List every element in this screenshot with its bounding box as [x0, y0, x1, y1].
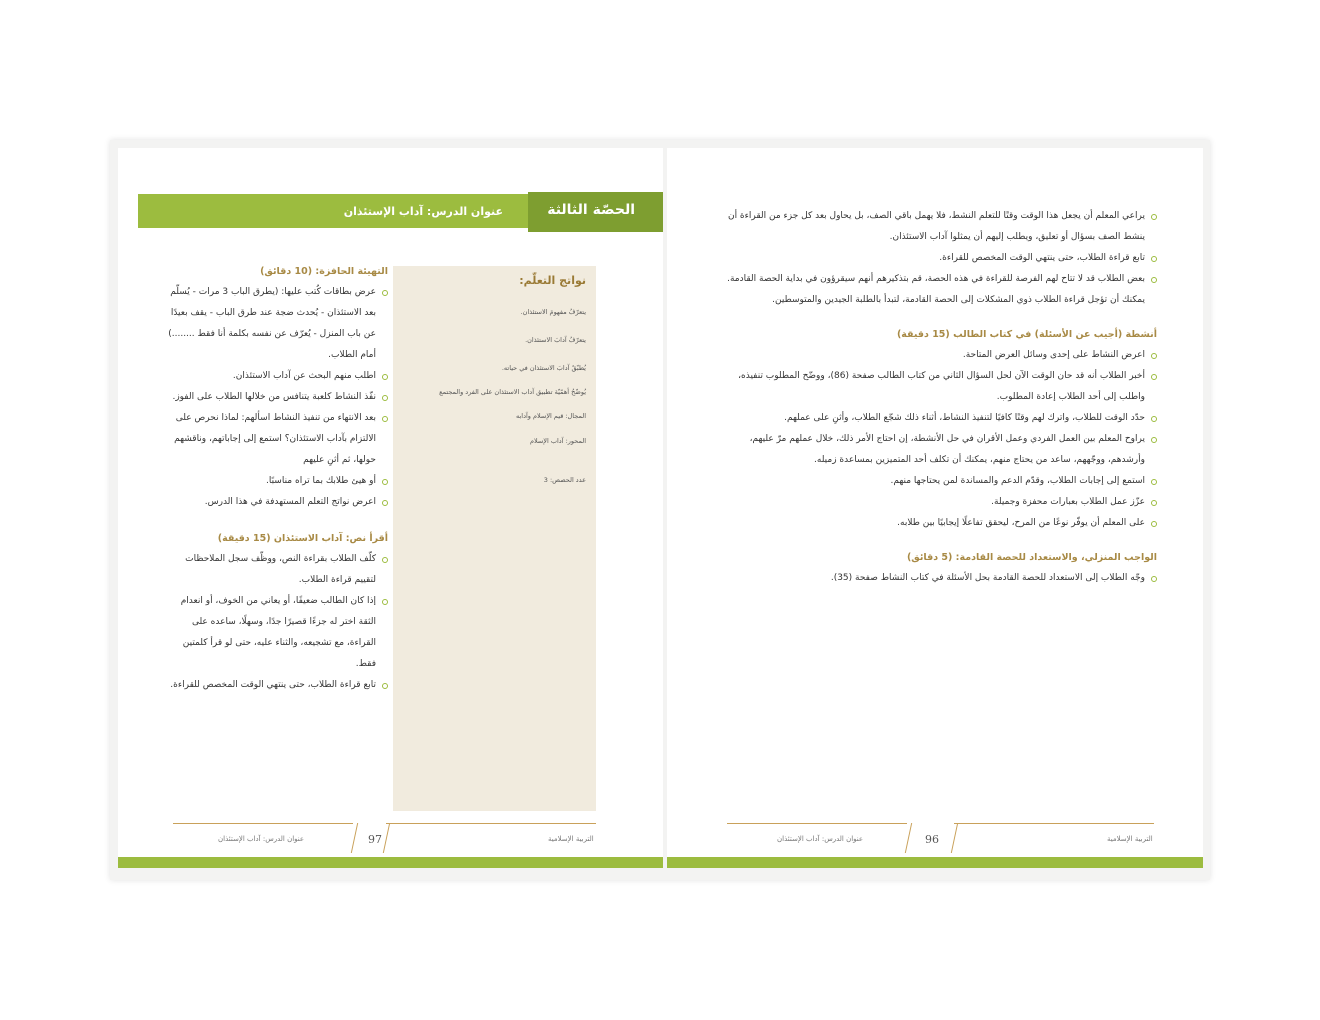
- footer-lesson: عنوان الدرس: آداب الإستئذان: [218, 835, 305, 843]
- list-item: يراعي المعلم أن يجعل هذا الوقت وقتًا للتعلم النشط، فلا يهمل باقي الصف، بل يحاول بعد كل جزء من القراءة أن ينشط الصف بسؤال أو تعليق، ويطلب إليهم أن يمثلوا آداب الاستئذان.: [727, 206, 1157, 248]
- read-list: [168, 549, 388, 696]
- footer-lesson: عنوان الدرس: آداب الإستئذان: [777, 835, 864, 843]
- warmup-heading: التهيئة الحافزة: (10 دقائق): [260, 266, 388, 277]
- margin-note-left: [618, 318, 624, 738]
- list-item: أو هيئ طلابك بما تراه مناسبًا.: [168, 471, 388, 492]
- list-item: اعرض نواتج التعلم المستهدفة في هذا الدرس.: [168, 492, 388, 513]
- left-page: [118, 148, 663, 868]
- list-item: عرض بطاقات كُتب عليها: (يطرق الباب 3 مرات - يُسلّم بعد الاستئذان - يُحدث ضجة عند طرق الباب - يقف بعيدًا عن باب المنزل - يُعرّف عن نفسه بكلمة أنا فقط ........) أمام الطلاب.: [168, 282, 388, 366]
- list-item: بعض الطلاب قد لا تتاح لهم الفرصة للقراءة في هذه الحصة، قم بتذكيرهم أنهم سيقرؤون في بداية الحصة القادمة. يمكنك أن تؤجل قراءة الطلاب ذوي المشكلات إلى الحصة القادمة، لتبدأ بالطلبة الجيدين والمتوسطين.: [727, 269, 1157, 311]
- homework-heading: الواجب المنزلي، والاستعداد للحصة القادمة: (5 دقائق): [906, 552, 1157, 563]
- list-item: عزّز عمل الطلاب بعبارات محفزة وجميلة.: [727, 492, 1157, 513]
- page-number: 96: [925, 833, 939, 846]
- lesson-banner: [138, 194, 663, 228]
- warmup-list: [168, 282, 388, 513]
- list-item: أخبر الطلاب أنه قد حان الوقت الآن لحل السؤال الثاني من كتاب الطالب صفحة (86)، ووضّح المطلوب تنفيذه، واطلب إلى أحد الطلاب إعادة المطلوب.: [727, 366, 1157, 408]
- intro-list: [727, 206, 1157, 311]
- list-item: اعرض النشاط على إحدى وسائل العرض المتاحة.: [727, 345, 1157, 366]
- read-heading: أقرأ نص: آداب الاستئذان (15 دقيقة): [217, 533, 388, 544]
- list-item: حدّد الوقت للطلاب، واترك لهم وقتًا كافيًا لتنفيذ النشاط، أثناء ذلك شجّع الطلاب، وأثنِ على عملهم.: [727, 408, 1157, 429]
- list-item: كلّف الطلاب بقراءة النص، ووظّف سجل الملاحظات لتقييم قراءة الطلاب.: [168, 549, 388, 591]
- page-bottom-bar: [667, 857, 1203, 868]
- activities-heading: أنشطة (أجيب عن الأسئلة) في كتاب الطالب (15 دقيقة): [896, 329, 1157, 340]
- outcome-item: يُوضّحُ أهمّيّة تطبيق آداب الاستئذان على الفرد والمجتمع: [439, 388, 586, 396]
- lesson-column: [168, 266, 388, 696]
- outcome-axis: المحور: آداب الإسلام: [529, 437, 586, 445]
- outcomes-heading: نواتج التعلّم:: [519, 274, 586, 287]
- activities-list: [727, 345, 1157, 534]
- list-item: إذا كان الطالب ضعيفًا، أو يعاني من الخوف، أو انعدام الثقة اختر له جزءًا قصيرًا جدًا، وسهلًا، ساعده على القراءة، مع تشجيعه، والثناء عليه، حتى لو قرأ كلمتين فقط.: [168, 591, 388, 675]
- list-item: استمع إلى إجابات الطلاب، وقدّم الدعم والمساندة لمن يحتاجها منهم.: [727, 471, 1157, 492]
- outcome-item: يتعرّفُ آدابَ الاستئذان.: [525, 336, 586, 344]
- page-footer-right: [667, 817, 1203, 857]
- footer-subject: التربية الإسلامية: [1107, 835, 1153, 843]
- footer-subject: التربية الإسلامية: [548, 835, 594, 843]
- right-page: [667, 148, 1203, 868]
- page-footer-left: [118, 817, 663, 857]
- list-item: على المعلم أن يوفّر نوعًا من المرح، ليحقق تفاعلًا إيجابيًا بين طلابه.: [727, 513, 1157, 534]
- page-bottom-bar: [118, 857, 663, 868]
- sessions-count: عدد الحصص: 3: [543, 476, 586, 484]
- page-number: 97: [368, 833, 382, 846]
- list-item: بعد الانتهاء من تنفيذ النشاط اسألهم: لماذا نحرص على الالتزام بآداب الاستئذان؟ استمع إلى إجاباتهم، وناقشهم حولها، ثم أثنِ عليهم: [168, 408, 388, 471]
- homework-list: [727, 568, 1157, 589]
- outcome-item: يُطبّقُ آدابَ الاستئذان في حياته.: [501, 364, 586, 372]
- margin-note-right: [705, 318, 711, 738]
- outcomes-sidebar: [393, 266, 596, 811]
- lesson-title: عنوان الدرس: آداب الإستئذان: [343, 205, 503, 218]
- outcome-domain: المجال: قيم الإسلام وآدابه: [515, 412, 586, 420]
- list-item: اطلب منهم البحث عن آداب الاستئذان.: [168, 366, 388, 387]
- session-title: الحصّة الثالثة: [547, 202, 635, 218]
- outcome-item: يتعرّفُ مفهومَ الاستئذان.: [520, 308, 586, 316]
- lesson-column: [727, 206, 1157, 589]
- session-tab: [528, 192, 663, 232]
- list-item: نفّذ النشاط كلعبة يتنافس من خلالها الطلاب على الفوز.: [168, 387, 388, 408]
- list-item: وجّه الطلاب إلى الاستعداد للحصة القادمة بحل الأسئلة في كتاب النشاط صفحة (35).: [727, 568, 1157, 589]
- list-item: تابع قراءة الطلاب، حتى ينتهي الوقت المخصص للقراءة.: [727, 248, 1157, 269]
- list-item: تابع قراءة الطلاب، حتى ينتهي الوقت المخصص للقراءة.: [168, 675, 388, 696]
- list-item: يراوح المعلم بين العمل الفردي وعمل الأقران في حل الأنشطة، إن احتاج الأمر ذلك، خلال عملهم مرّ عليهم، وأرشدهم، ووجّههم، ساعد من يحتاج منهم، يمكنك أن تكلف أحد المتميزين بمساعدة زميله.: [727, 429, 1157, 471]
